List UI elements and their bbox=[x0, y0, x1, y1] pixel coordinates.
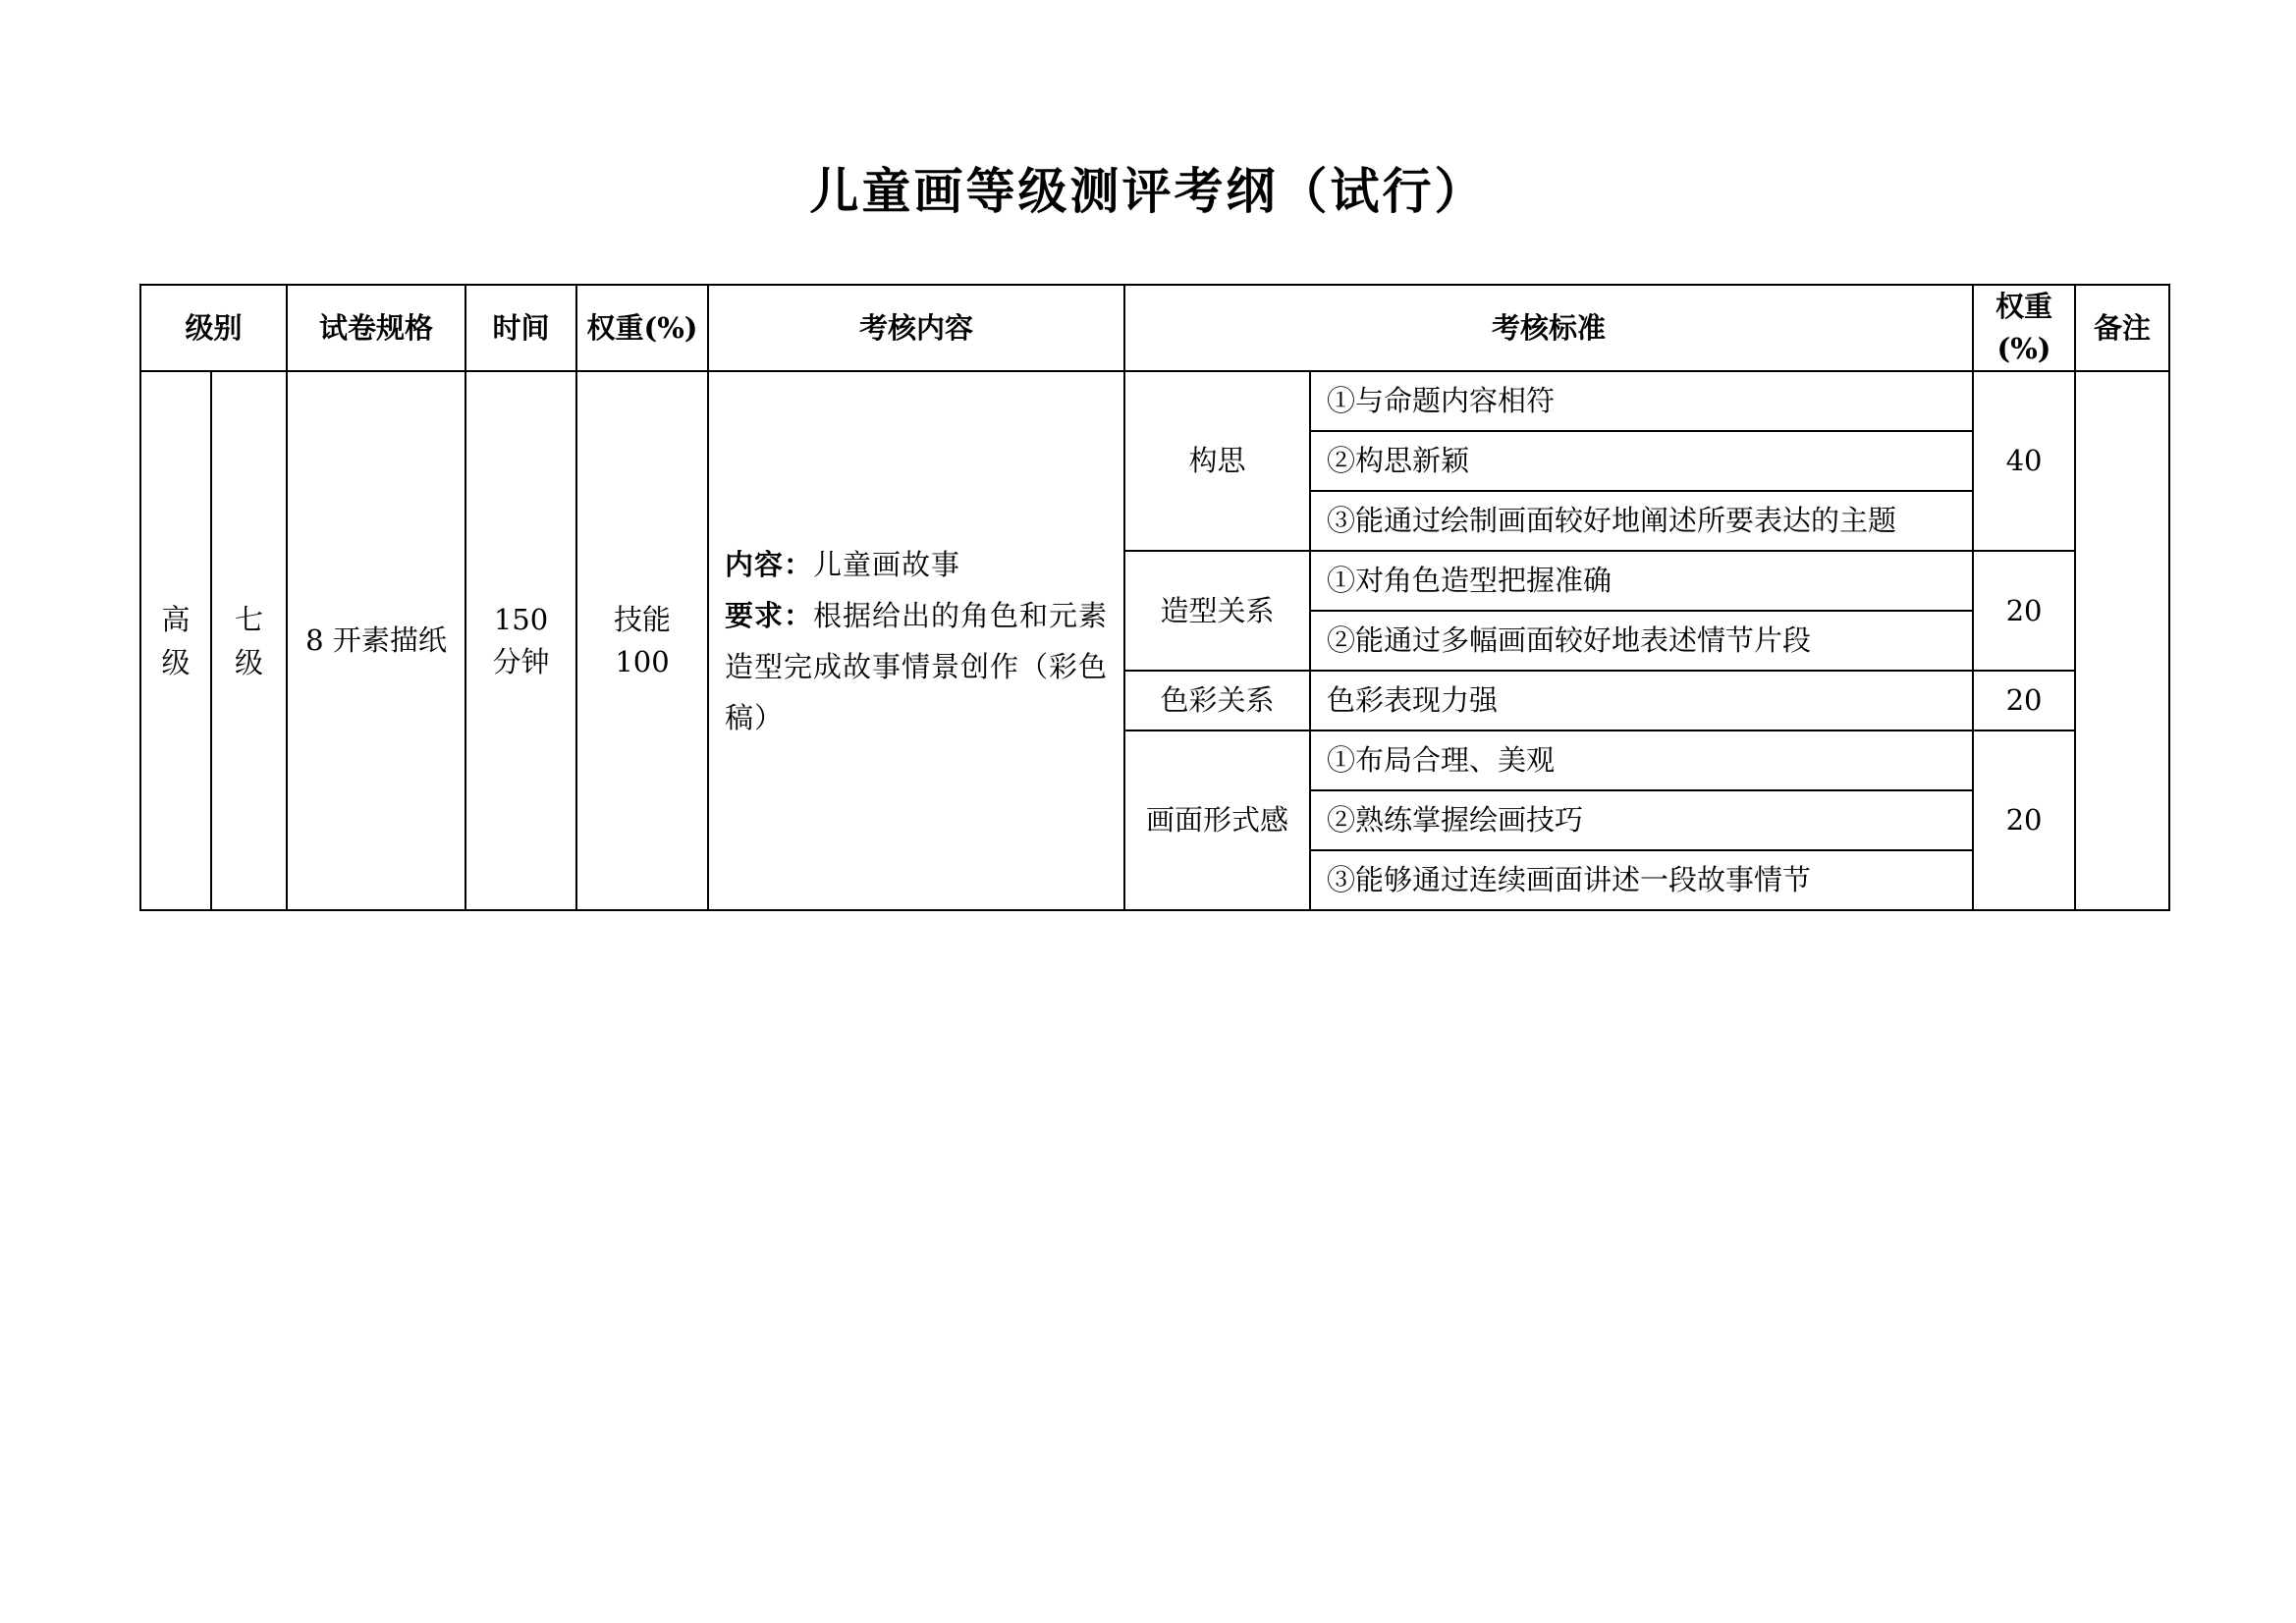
header-standard-weight bbox=[1973, 285, 2075, 371]
criteria-weight: 40 bbox=[1973, 371, 2075, 551]
weight-cell bbox=[576, 371, 708, 910]
criteria-item: ①对角色造型把握准确 bbox=[1310, 551, 1973, 611]
document-title: 儿童画等级测评考纲（试行） bbox=[809, 162, 1487, 220]
criteria-weight: 20 bbox=[1973, 551, 2075, 671]
time-cell bbox=[465, 371, 576, 910]
level-grade-cell bbox=[211, 371, 287, 910]
header-time: 时间 bbox=[465, 285, 576, 371]
requirement-line bbox=[725, 590, 1110, 743]
content-line bbox=[725, 539, 1110, 590]
header-level: 级别 bbox=[140, 285, 287, 371]
header-row bbox=[140, 285, 2169, 371]
header-standard: 考核标准 bbox=[1124, 285, 1973, 371]
requirement-text: 根据给出的角色和元素造型完成故事情景创作（彩色稿） bbox=[725, 598, 1109, 734]
header-paper: 试卷规格 bbox=[287, 285, 465, 371]
criteria-weight: 20 bbox=[1973, 730, 2075, 910]
content-text: 儿童画故事 bbox=[813, 547, 961, 581]
requirement-label: 要求： bbox=[725, 598, 814, 632]
time-unit: 分钟 bbox=[492, 644, 550, 678]
time-value: 150 bbox=[493, 602, 549, 636]
header-content: 考核内容 bbox=[708, 285, 1124, 371]
criteria-item: ①布局合理、美观 bbox=[1310, 730, 1973, 790]
remark-cell bbox=[2075, 371, 2169, 910]
criteria-item: ③能通过绘制画面较好地阐述所要表达的主题 bbox=[1310, 491, 1973, 551]
criteria-item: ②构思新颖 bbox=[1310, 431, 1973, 491]
criteria-item: ③能够通过连续画面讲述一段故事情节 bbox=[1310, 850, 1973, 910]
header-standard-weight-line1: 权重 bbox=[1995, 290, 2053, 323]
criteria-weight: 20 bbox=[1973, 671, 2075, 730]
weight-label: 技能 bbox=[614, 602, 672, 636]
header-standard-weight-line2: (%) bbox=[1996, 332, 2051, 365]
content-cell bbox=[708, 371, 1124, 910]
criteria-item: 色彩表现力强 bbox=[1310, 671, 1973, 730]
level-major-cell bbox=[140, 371, 211, 910]
criteria-category: 色彩关系 bbox=[1124, 671, 1310, 730]
criteria-item: ②熟练掌握绘画技巧 bbox=[1310, 790, 1973, 850]
header-weight: 权重(%) bbox=[576, 285, 708, 371]
table-row bbox=[140, 371, 2169, 431]
criteria-category: 构思 bbox=[1124, 371, 1310, 551]
criteria-category: 造型关系 bbox=[1124, 551, 1310, 671]
syllabus-table bbox=[139, 284, 2170, 911]
paper-cell: 8 开素描纸 bbox=[287, 371, 465, 910]
level-grade-text: 七级 bbox=[235, 602, 264, 679]
weight-value: 100 bbox=[615, 644, 670, 678]
criteria-item: ②能通过多幅画面较好地表述情节片段 bbox=[1310, 611, 1973, 671]
criteria-category: 画面形式感 bbox=[1124, 730, 1310, 910]
criteria-item: ①与命题内容相符 bbox=[1310, 371, 1973, 431]
content-label: 内容： bbox=[725, 547, 814, 581]
header-remark: 备注 bbox=[2075, 285, 2169, 371]
level-major-text: 高级 bbox=[161, 602, 191, 679]
